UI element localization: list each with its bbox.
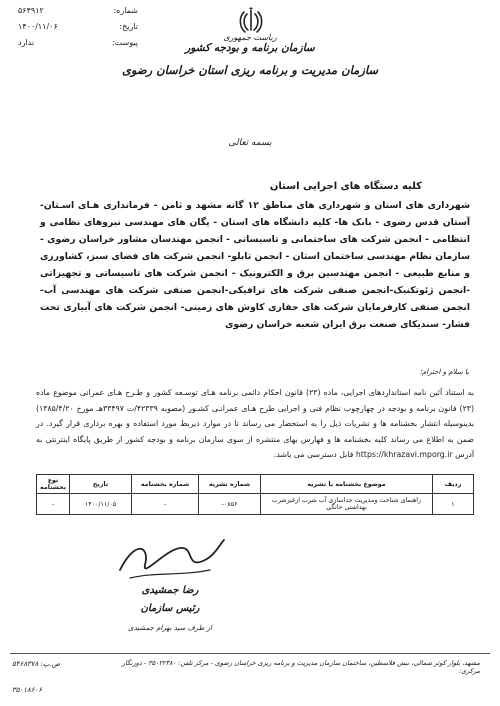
recipients-list: شهرداری های استان و شهرداری های مناطق ۱۲ گانه مشهد و ثامن - فرمانداری هـای اسـتان- آستان قدس رضوی - بانک ها- کلیه دانشگاه های استان - یگان های مهندسی نیروهای نظامی و انتظامی - انجمن شرکت های ساختمانی و تاسیساتی - انجمن مهندسان مشاور خراسان رضوی - سازمان نظام مهندسی ساختمان استان - انجمن تابلو- انجمن شرکت های فضای سبز، کشاورزی و منابع طبیعی - انجمن مهندسین برق و الکترونیک - انجمن شرکت های تاسیساتی و تجهیزاتی -انجمن ژئوتکنیک-انجمن صنفی شرکت های ترافیکی-انجمن صنفی شرکت های مهندسی آب- انجمن صنفی کارفرمایان شرکت های حفاری کاوش های زمینی- انجمن شرکت های آبیاری تحت فشار- سندیکای صنعت برق ایران شعبه خراسان رضوی	[40, 200, 470, 330]
table-row	[37, 494, 474, 515]
org-name-provincial: سازمان مدیریت و برنامه ریزی استان خراسان رضوی	[121, 63, 379, 77]
document-archive-number: ۳۵۰۱۸۶۰۶	[12, 686, 43, 694]
presidency-label: ریاست جمهوری	[223, 33, 277, 42]
letter-attachment-value: ندارد	[18, 38, 35, 47]
signatory-name: رضا جمشیدی	[141, 585, 199, 596]
letter-number-value: ۵۶۴۹۱۲	[18, 6, 44, 15]
signatory-on-behalf: از طرف سید بهرام جمشیدی	[128, 624, 212, 632]
cell-publication-number: ۰۸۵۶-	[199, 494, 261, 515]
col-header-date: تاریخ	[70, 475, 132, 494]
greeting: با سلام و احترام؛	[419, 368, 469, 376]
col-header-subject: موضوع بخشنامه یا نشریه	[261, 475, 433, 494]
col-header-circular-number: شماره بخشنامه	[132, 475, 199, 494]
letter-attachment-label: پیوست:	[111, 38, 138, 47]
basmala: بسمه تعالی	[228, 138, 272, 148]
cell-circular-type: -	[37, 494, 70, 515]
cell-row-number: ۱	[433, 494, 474, 515]
table-header-row	[37, 475, 474, 494]
col-header-circular-type: نوع بخشنامه	[37, 475, 70, 494]
handwritten-signature	[110, 530, 230, 590]
signatory-title: رئیس سازمان	[140, 603, 200, 614]
cell-subject: راهنمای شناخت ومدیریت جداسازی آب شرب ازغیرشرب بهداشتی خانگی	[261, 494, 433, 515]
letter-body: به استناد آئین نامه استانداردهای اجرایی، ماده (۲۳) قانون احکام دائمی برنامه هـای توسـعه کشور و طـرح هـای عمرانی موضوع ماده (۲۳) قانون برنامه و بودجه در چهارچوب نظام فنی و اجرایی طرح هـای عمرانـی کشـور (مصوبه ۴۲۳۳۹/ت ۳۳۴۹۷هـ مورخ ۱۳۸۵/۴/۲۰) بدینوسیله انتشار بخشنامه ها و نشریات ذیل را به استحضار می رساند تا در موارد ذیربط مورد استفاده و بهره برداری قرار گیرد. در ضمن به اطلاع می رساند کلیه بخشنامه ها و فهارس بهای منتشره از سوی سازمان برنامه و بودجه کشور از طریق پایگاه اینترنتی به آدرس https://khrazavi.mporg.ir قابل دسترسی می باشد.	[36, 388, 475, 459]
col-header-row-number: ردیف	[433, 475, 474, 494]
cell-date: ۱۴۰۰/۱۱/۰۵	[70, 494, 132, 515]
footer-postal-code: ص.پ: ۵۴۶۸۳۷۸	[12, 660, 61, 668]
circulars-table	[36, 474, 474, 515]
footer-address: مشهد، بلوار کوثر شمالی، نبش فلاسطین، ساختمان سازمان مدیریت و برنامه ریزی خراسان رضوی - مرکز تلفن: ۳۵۰۲۲۳۸۰ - دورنگار مرکزی:	[122, 659, 480, 675]
recipients-title: کلیه دستگاه های اجرایی استان	[269, 181, 422, 192]
letter-number-label: شماره:	[113, 6, 138, 15]
iran-emblem-icon	[236, 6, 266, 36]
letter-date-value: ۱۴۰۰/۱۱/۰۶	[18, 22, 58, 31]
col-header-publication-number: شماره نشریه	[199, 475, 261, 494]
org-name-national: سازمان برنامه و بودجه کشور	[185, 42, 315, 54]
footer-divider	[10, 653, 490, 654]
cell-circular-number: -	[132, 494, 199, 515]
letter-date-label: تاریخ:	[119, 22, 138, 31]
